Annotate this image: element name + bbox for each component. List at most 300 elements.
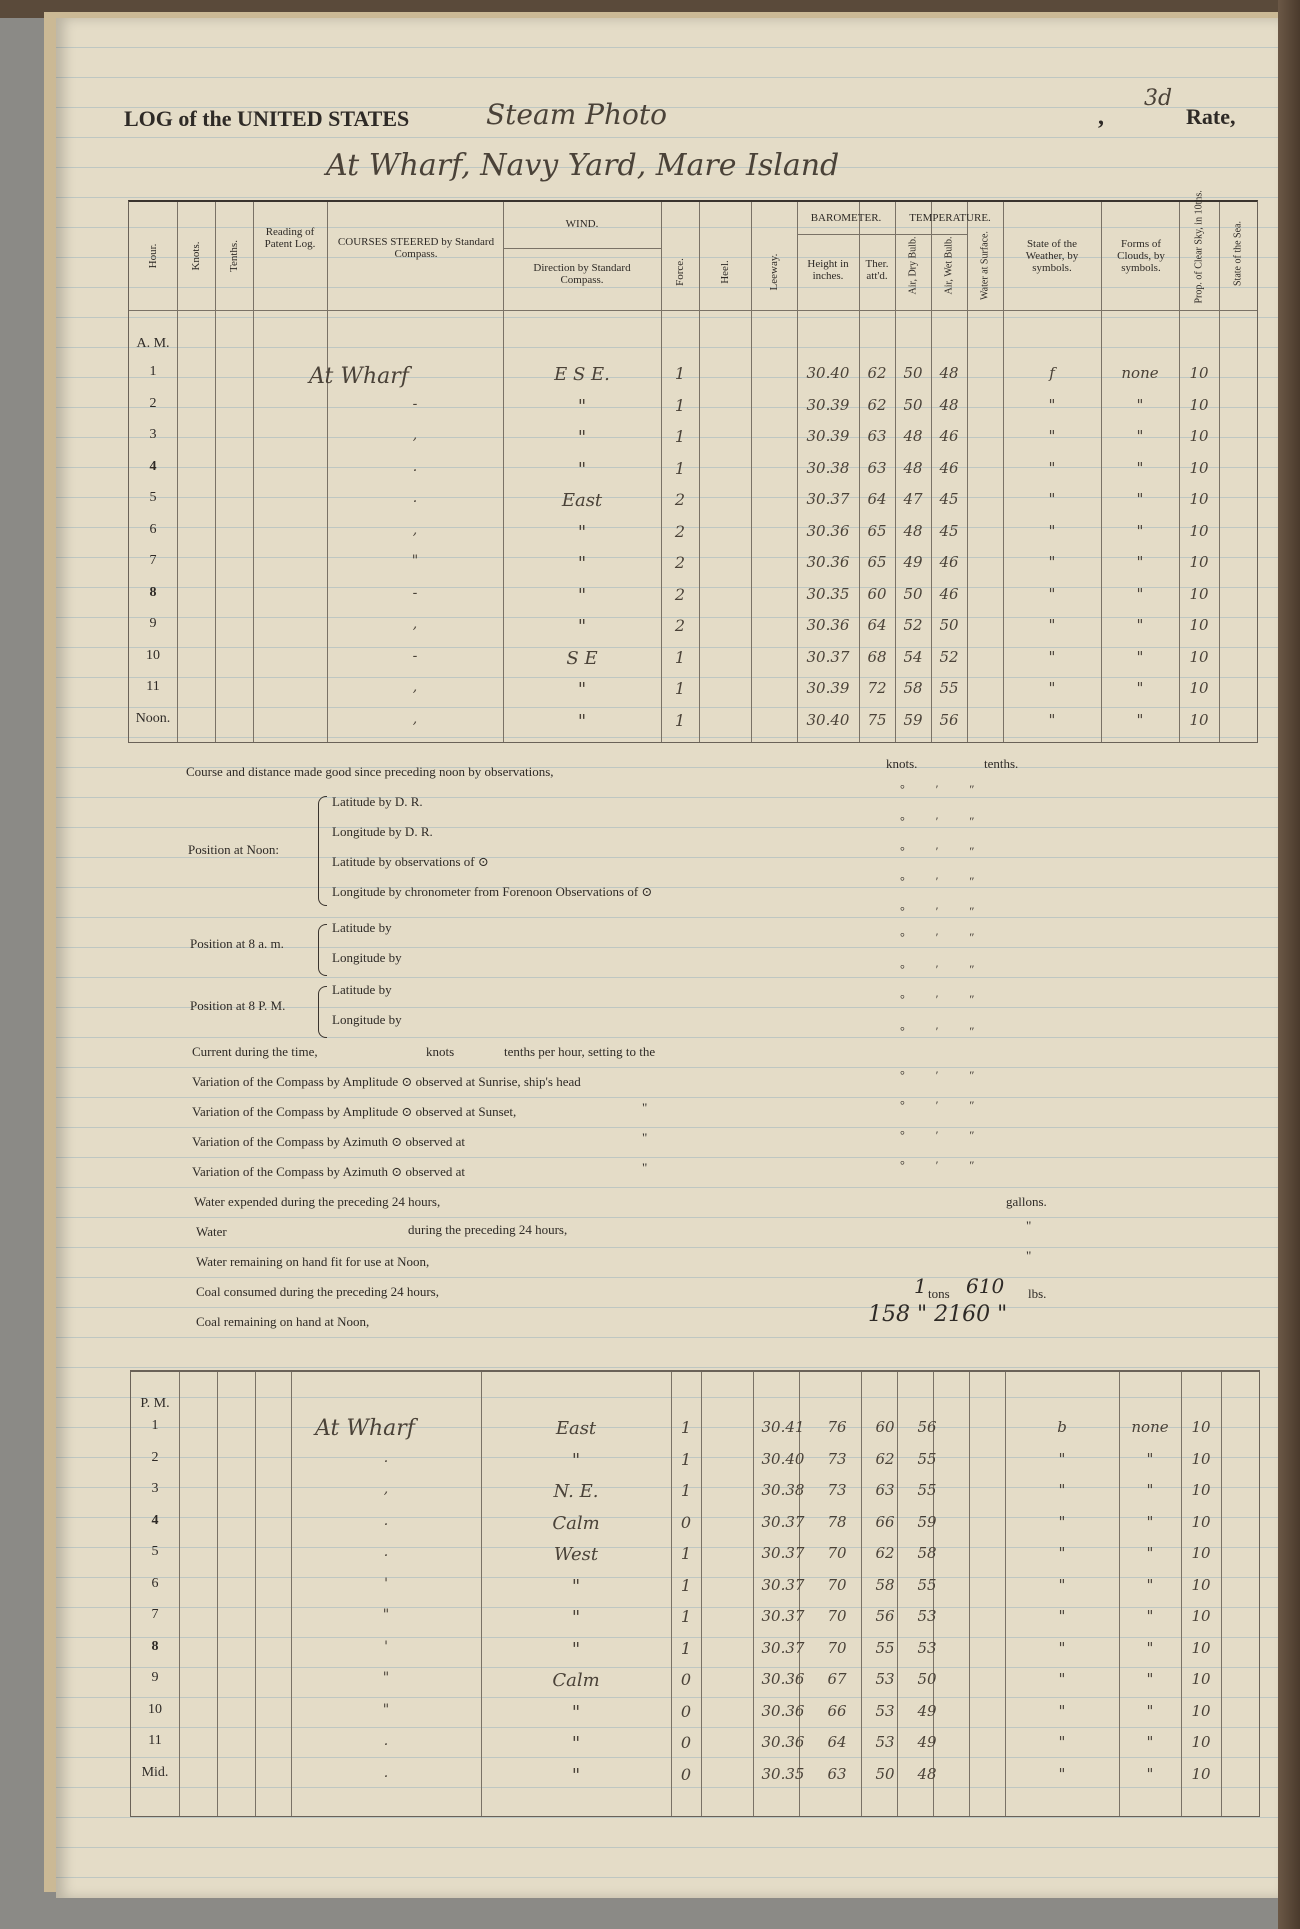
baro-ther-cell: 76 [827, 1418, 847, 1436]
clouds-cell: " [1136, 490, 1144, 508]
baro-ther-cell: 64 [867, 616, 887, 634]
course-cell: . [412, 458, 418, 475]
weather-cell: " [1058, 1449, 1066, 1468]
course-cell: - [412, 647, 418, 664]
position-noon-brace [318, 796, 327, 906]
water-expended-label: Water expended during the preceding 24 hours, [194, 1194, 441, 1209]
position-noon-label: Position at Noon: [188, 842, 280, 857]
hdr-air-dry: Air, Dry Bulb. [907, 236, 919, 295]
wind-direction-cell: " [571, 1701, 581, 1723]
baro-height-cell: 30.37 [761, 1607, 805, 1625]
wind-direction-cell: Calm [552, 1512, 600, 1534]
coal-remaining-label: Coal remaining on hand at Noon, [196, 1314, 370, 1329]
baro-height-cell: 30.36 [761, 1701, 805, 1720]
air-dry-cell: 55 [875, 1638, 895, 1657]
clouds-cell: " [1136, 616, 1144, 634]
hour-cell: 3 [149, 427, 157, 442]
wind-direction-cell: " [577, 458, 587, 480]
air-dry-cell: 50 [903, 364, 923, 382]
weather-cell: " [1048, 427, 1056, 445]
baro-ther-cell: 70 [827, 1575, 847, 1594]
wind-force-cell: 0 [680, 1670, 692, 1689]
hdr-hour: Hour. [147, 243, 159, 269]
wind-force-cell: 0 [680, 1733, 692, 1752]
air-wet-cell: 45 [939, 490, 959, 508]
weather-cell: " [1048, 647, 1056, 666]
hour-cell: 7 [151, 1607, 159, 1622]
air-dry-cell: 56 [875, 1607, 895, 1625]
clear-sky-cell: 10 [1189, 521, 1209, 540]
air-dry-cell: 50 [903, 584, 923, 603]
hour-cell: 1 [149, 364, 157, 379]
clouds-cell: " [1146, 1638, 1154, 1657]
weather-cell: " [1058, 1670, 1066, 1688]
clear-sky-cell: 10 [1189, 553, 1209, 571]
air-wet-cell: 56 [917, 1418, 937, 1436]
vessel-name: Steam Photo [486, 98, 667, 131]
air-wet-cell: 48 [917, 1764, 937, 1783]
book-cover-edge [1278, 0, 1300, 1929]
air-wet-cell: 48 [939, 395, 959, 414]
air-dry-cell: 66 [875, 1512, 895, 1531]
gallons-ditto-1: " [1026, 1218, 1032, 1233]
baro-height-cell: 30.36 [806, 616, 850, 634]
weather-cell: " [1048, 679, 1056, 697]
wind-direction-cell: " [577, 521, 587, 543]
clear-sky-cell: 10 [1189, 490, 1209, 508]
course-cell: . [383, 1449, 389, 1466]
weather-cell: " [1048, 710, 1056, 729]
wind-direction-cell: Calm [552, 1670, 600, 1691]
wind-direction-cell: " [577, 584, 587, 606]
weather-cell: " [1058, 1575, 1066, 1594]
wind-direction-cell: " [571, 1638, 581, 1660]
water-blank-label: Water [196, 1224, 227, 1239]
clouds-cell: " [1136, 395, 1144, 414]
hdr-wind-direction: Direction by Standard Compass. [533, 262, 631, 286]
course-cell: . [383, 1544, 389, 1560]
hour-cell: 6 [151, 1575, 159, 1591]
baro-height-cell: 30.41 [761, 1418, 805, 1436]
air-dry-cell: 53 [875, 1733, 895, 1751]
wind-force-cell: 2 [674, 584, 686, 604]
course-distance-marks: ° ′ ″ [900, 782, 975, 796]
clouds-cell: " [1136, 647, 1144, 666]
hdr-heel: Heel. [719, 260, 731, 284]
air-dry-cell: 53 [875, 1701, 895, 1720]
air-dry-cell: 62 [875, 1449, 895, 1468]
air-wet-cell: 50 [917, 1670, 937, 1688]
wind-force-cell: 1 [674, 364, 686, 383]
hdr-wind: WIND. [565, 218, 599, 230]
wind-force-cell: 1 [674, 647, 686, 667]
wind-force-cell: 1 [680, 1481, 692, 1500]
wind-direction-cell: " [571, 1607, 581, 1628]
lat-dr-label: Latitude by D. R. [332, 794, 423, 809]
weather-cell: " [1048, 553, 1056, 571]
weather-cell: " [1058, 1481, 1066, 1499]
air-wet-cell: 55 [917, 1481, 937, 1499]
hdr-leeway: Leeway. [768, 253, 780, 291]
clouds-cell: " [1146, 1449, 1154, 1468]
air-dry-cell: 52 [903, 616, 923, 634]
air-wet-cell: 46 [939, 584, 959, 603]
clouds-cell: " [1146, 1733, 1154, 1751]
lon-dr-marks: ° ′ ″ [900, 844, 975, 858]
clouds-cell: " [1136, 584, 1144, 603]
hdr-baro-height: Height in inches. [807, 258, 849, 282]
wind-force-cell: 1 [680, 1638, 692, 1658]
air-dry-cell: 50 [903, 395, 923, 414]
lon-chrono-label: Longitude by chronometer from Forenoon Observations of ⊙ [332, 884, 653, 899]
clear-sky-cell: 10 [1191, 1575, 1211, 1594]
gallons-ditto-2: " [1026, 1248, 1032, 1263]
clear-sky-cell: 10 [1191, 1701, 1211, 1720]
course-cell: " [382, 1607, 390, 1623]
air-wet-cell: 58 [917, 1544, 937, 1562]
hdr-weather: State of the Weather, by symbols. [1025, 238, 1079, 274]
course-cell: , [412, 710, 418, 727]
current-knots-label: knots [426, 1044, 455, 1059]
var-sunset-marks: ° ′ ″ [900, 1098, 975, 1112]
clear-sky-cell: 10 [1191, 1449, 1211, 1468]
hour-cell: 4 [151, 1512, 159, 1528]
course-cell: , [412, 616, 418, 632]
baro-ther-cell: 65 [867, 521, 887, 540]
clear-sky-cell: 10 [1191, 1418, 1211, 1436]
baro-ther-cell: 63 [867, 458, 887, 477]
air-wet-cell: 49 [917, 1733, 937, 1751]
wind-direction-cell: N. E. [553, 1481, 599, 1502]
hdr-clear-sky: Prop. of Clear Sky, in 10ths. [1193, 190, 1205, 304]
water-remaining-label: Water remaining on hand fit for use at Noon, [196, 1254, 430, 1269]
lat-obs-label: Latitude by observations of ⊙ [332, 854, 489, 869]
wind-force-cell: 1 [674, 458, 686, 478]
position-8am-brace [318, 924, 327, 976]
wind-force-cell: 1 [674, 395, 686, 415]
weather-cell: " [1048, 490, 1056, 508]
clouds-cell: " [1146, 1481, 1154, 1499]
clear-sky-cell: 10 [1189, 647, 1209, 666]
coal-consumed-tons: 1 [914, 1274, 927, 1298]
course-cell: ' [384, 1575, 388, 1592]
clear-sky-cell: 10 [1191, 1481, 1211, 1499]
wind-force-cell: 1 [680, 1575, 692, 1595]
clouds-cell: none [1131, 1418, 1169, 1436]
baro-height-cell: 30.37 [761, 1575, 805, 1594]
hdr-knots: Knots. [190, 241, 202, 271]
air-dry-cell: 58 [903, 679, 923, 697]
gallons-label: gallons. [1006, 1194, 1047, 1209]
baro-height-cell: 30.37 [761, 1638, 805, 1657]
wind-direction-cell: " [571, 1764, 581, 1786]
clouds-cell: " [1146, 1670, 1154, 1688]
air-dry-cell: 48 [903, 521, 923, 540]
wind-direction-cell: " [577, 679, 587, 700]
air-dry-cell: 63 [875, 1481, 895, 1499]
wind-force-cell: 1 [680, 1418, 692, 1437]
baro-ther-cell: 63 [867, 427, 887, 445]
wind-direction-cell: " [577, 395, 587, 417]
baro-ther-cell: 63 [827, 1764, 847, 1783]
clear-sky-cell: 10 [1191, 1670, 1211, 1688]
air-wet-cell: 53 [917, 1638, 937, 1657]
am-section-label: A. M. [136, 336, 170, 351]
air-wet-cell: 55 [939, 679, 959, 697]
am-course-entry: At Wharf [309, 364, 409, 389]
baro-height-cell: 30.40 [806, 710, 850, 729]
hour-cell: 5 [151, 1544, 159, 1559]
clear-sky-cell: 10 [1189, 679, 1209, 697]
air-dry-cell: 49 [903, 553, 923, 571]
course-cell: , [412, 427, 418, 443]
hour-cell: 8 [149, 584, 157, 600]
baro-ther-cell: 65 [867, 553, 887, 571]
clear-sky-cell: 10 [1191, 1544, 1211, 1562]
clouds-cell: " [1146, 1701, 1154, 1720]
weather-cell: " [1048, 521, 1056, 540]
air-wet-cell: 46 [939, 458, 959, 477]
air-dry-cell: 54 [903, 647, 923, 666]
wind-force-cell: 1 [674, 427, 686, 446]
var-sunset-ditto: " [642, 1100, 648, 1115]
hour-cell: 11 [146, 679, 160, 694]
course-cell: ' [384, 1638, 388, 1655]
wind-direction-cell: " [571, 1449, 581, 1471]
baro-height-cell: 30.35 [761, 1764, 805, 1783]
hour-cell: 1 [151, 1418, 159, 1433]
course-cell: , [383, 1481, 389, 1497]
wind-force-cell: 2 [674, 490, 686, 509]
knots-col-label: knots. [886, 756, 918, 771]
var-azimuth1-label: Variation of the Compass by Azimuth ⊙ observed at [192, 1134, 466, 1149]
wind-direction-cell: " [577, 710, 587, 732]
hdr-baro-ther: Ther. att'd. [865, 258, 889, 282]
course-cell: " [382, 1670, 390, 1686]
log-title: LOG of the UNITED STATES [124, 106, 410, 131]
air-wet-cell: 50 [939, 616, 959, 634]
pm-course-entry: At Wharf [315, 1416, 415, 1441]
air-dry-cell: 59 [903, 710, 923, 729]
lbs-label: lbs. [1028, 1286, 1047, 1301]
wind-force-cell: 1 [680, 1607, 692, 1626]
baro-height-cell: 30.37 [761, 1512, 805, 1531]
title-comma: , [1098, 104, 1104, 130]
wind-force-cell: 1 [674, 710, 686, 730]
clouds-cell: " [1146, 1512, 1154, 1531]
tenths-col-label: tenths. [984, 756, 1019, 771]
course-cell: . [383, 1733, 389, 1749]
position-8pm-label: Position at 8 P. M. [190, 998, 286, 1013]
hdr-temperature: TEMPERATURE. [909, 212, 991, 224]
course-cell: . [383, 1512, 389, 1529]
air-dry-cell: 60 [875, 1418, 895, 1436]
baro-ther-cell: 66 [827, 1701, 847, 1720]
baro-height-cell: 30.37 [806, 647, 850, 666]
air-wet-cell: 46 [939, 427, 959, 445]
log-page [56, 18, 1278, 1898]
wind-direction-cell: " [571, 1575, 581, 1597]
baro-height-cell: 30.40 [761, 1449, 805, 1468]
baro-height-cell: 30.39 [806, 427, 850, 445]
hdr-patent-log: Reading of Patent Log. [264, 226, 316, 250]
hour-cell: 5 [149, 490, 157, 505]
weather-cell: f [1049, 364, 1055, 382]
weather-cell: " [1048, 584, 1056, 603]
var-sunrise-label: Variation of the Compass by Amplitude ⊙ observed at Sunrise, ship's head [192, 1074, 581, 1089]
course-distance-label: Course and distance made good since preceding noon by observations, [186, 764, 554, 779]
am-log-table [128, 190, 1258, 743]
wind-force-cell: 1 [674, 679, 686, 698]
var-sunrise-marks: ° ′ ″ [900, 1068, 975, 1082]
wind-direction-cell: " [577, 616, 587, 637]
var-sunset-label: Variation of the Compass by Amplitude ⊙ observed at Sunset, [192, 1104, 517, 1119]
hdr-tenths: Tenths. [228, 240, 240, 272]
hour-cell: 8 [151, 1638, 159, 1654]
baro-height-cell: 30.37 [761, 1544, 805, 1562]
rate-label: Rate, [1186, 104, 1236, 129]
baro-ther-cell: 73 [827, 1481, 847, 1499]
weather-cell: " [1058, 1544, 1066, 1562]
baro-ther-cell: 64 [827, 1733, 847, 1751]
wind-force-cell: 0 [680, 1764, 692, 1784]
wind-force-cell: 2 [674, 553, 686, 572]
clouds-cell: none [1121, 364, 1159, 382]
baro-ther-cell: 70 [827, 1544, 847, 1562]
wind-direction-cell: S E [566, 647, 598, 669]
hour-cell: Mid. [141, 1764, 169, 1780]
wind-direction-cell: E S E. [554, 364, 610, 385]
wind-direction-cell: East [561, 490, 603, 511]
hour-cell: 6 [149, 521, 157, 537]
lat-8am-label: Latitude by [332, 920, 392, 935]
air-wet-cell: 53 [917, 1607, 937, 1625]
lon-8am-label: Longitude by [332, 950, 402, 965]
clouds-cell: " [1136, 679, 1144, 697]
lon-8pm-marks: ° ′ ″ [900, 1024, 975, 1038]
wind-direction-cell: East [555, 1418, 597, 1439]
hdr-water-surface: Water at Surface. [979, 231, 991, 300]
var-azimuth2-label: Variation of the Compass by Azimuth ⊙ observed at [192, 1164, 466, 1179]
wind-direction-cell: " [571, 1733, 581, 1754]
weather-cell: " [1048, 458, 1056, 477]
air-dry-cell: 53 [875, 1670, 895, 1688]
clear-sky-cell: 10 [1189, 710, 1209, 729]
baro-ther-cell: 64 [867, 490, 887, 508]
clouds-cell: " [1146, 1764, 1154, 1783]
clear-sky-cell: 10 [1189, 395, 1209, 414]
course-cell: . [383, 1764, 389, 1781]
course-cell: - [412, 584, 418, 601]
current-tenths-label: tenths per hour, setting to the [504, 1044, 656, 1059]
weather-cell: " [1058, 1733, 1066, 1751]
lon-chrono-marks: ° ′ ″ [900, 904, 975, 918]
rate-value: 3d [1144, 86, 1173, 111]
hour-cell: 9 [151, 1670, 159, 1685]
baro-height-cell: 30.36 [761, 1733, 805, 1751]
baro-ther-cell: 60 [867, 584, 887, 603]
hour-cell: 10 [146, 647, 160, 663]
tons-label: tons [928, 1286, 950, 1301]
hour-cell: 11 [148, 1733, 162, 1748]
baro-height-cell: 30.38 [806, 458, 850, 477]
weather-cell: " [1058, 1607, 1066, 1625]
location-entry: At Wharf, Navy Yard, Mare Island [326, 148, 840, 183]
hour-cell: 7 [149, 553, 157, 568]
baro-ther-cell: 70 [827, 1607, 847, 1625]
hdr-clouds: Forms of Clouds, by symbols. [1117, 238, 1165, 274]
water-blank-label-2: during the preceding 24 hours, [408, 1222, 568, 1237]
hour-cell: 10 [148, 1701, 162, 1717]
position-8pm-brace [318, 986, 327, 1038]
baro-ther-cell: 62 [867, 395, 887, 414]
baro-ther-cell: 72 [867, 679, 887, 697]
baro-height-cell: 30.39 [806, 395, 850, 414]
baro-ther-cell: 75 [867, 710, 887, 729]
air-wet-cell: 55 [917, 1575, 937, 1594]
course-cell: - [412, 395, 418, 412]
weather-cell: " [1058, 1764, 1066, 1783]
hour-cell: 2 [149, 395, 157, 411]
air-dry-cell: 47 [903, 490, 923, 508]
weather-cell: " [1058, 1701, 1066, 1720]
clear-sky-cell: 10 [1189, 364, 1209, 382]
air-wet-cell: 56 [939, 710, 959, 729]
weather-cell: " [1058, 1512, 1066, 1531]
wind-direction-cell: " [577, 553, 587, 574]
air-wet-cell: 59 [917, 1512, 937, 1531]
wind-force-cell: 2 [674, 521, 686, 541]
baro-height-cell: 30.36 [806, 553, 850, 571]
course-cell: , [412, 521, 418, 538]
baro-height-cell: 30.36 [761, 1670, 805, 1688]
lon-dr-label: Longitude by D. R. [332, 824, 433, 839]
hdr-air-wet: Air, Wet Bulb. [943, 236, 955, 295]
hour-cell: 4 [149, 458, 157, 474]
course-cell: " [411, 553, 419, 569]
air-wet-cell: 52 [939, 647, 959, 666]
clear-sky-cell: 10 [1191, 1764, 1211, 1783]
air-dry-cell: 58 [875, 1575, 895, 1594]
hour-cell: Noon. [135, 710, 171, 726]
air-wet-cell: 45 [939, 521, 959, 540]
baro-ther-cell: 68 [867, 647, 887, 666]
lat-8am-marks: ° ′ ″ [900, 930, 975, 944]
baro-ther-cell: 78 [827, 1512, 847, 1531]
clouds-cell: " [1136, 553, 1144, 571]
clouds-cell: " [1146, 1607, 1154, 1625]
wind-direction-cell: " [577, 427, 587, 448]
clear-sky-cell: 10 [1189, 458, 1209, 477]
clear-sky-cell: 10 [1191, 1607, 1211, 1625]
lat-obs-marks: ° ′ ″ [900, 874, 975, 888]
course-cell: " [382, 1701, 390, 1718]
hdr-courses: COURSES STEERED by Standard Compass. [337, 236, 495, 260]
air-wet-cell: 46 [939, 553, 959, 571]
clear-sky-cell: 10 [1189, 616, 1209, 634]
lat-8pm-marks: ° ′ ″ [900, 992, 975, 1006]
clouds-cell: " [1146, 1544, 1154, 1562]
clear-sky-cell: 10 [1191, 1512, 1211, 1531]
lon-8pm-label: Longitude by [332, 1012, 402, 1027]
hdr-wind-force: Force. [674, 258, 686, 286]
weather-cell: " [1048, 395, 1056, 414]
baro-ther-cell: 70 [827, 1638, 847, 1657]
course-cell: . [412, 490, 418, 506]
clouds-cell: " [1136, 427, 1144, 445]
hdr-barometer: BAROMETER. [810, 212, 882, 224]
hour-cell: 3 [151, 1481, 159, 1496]
